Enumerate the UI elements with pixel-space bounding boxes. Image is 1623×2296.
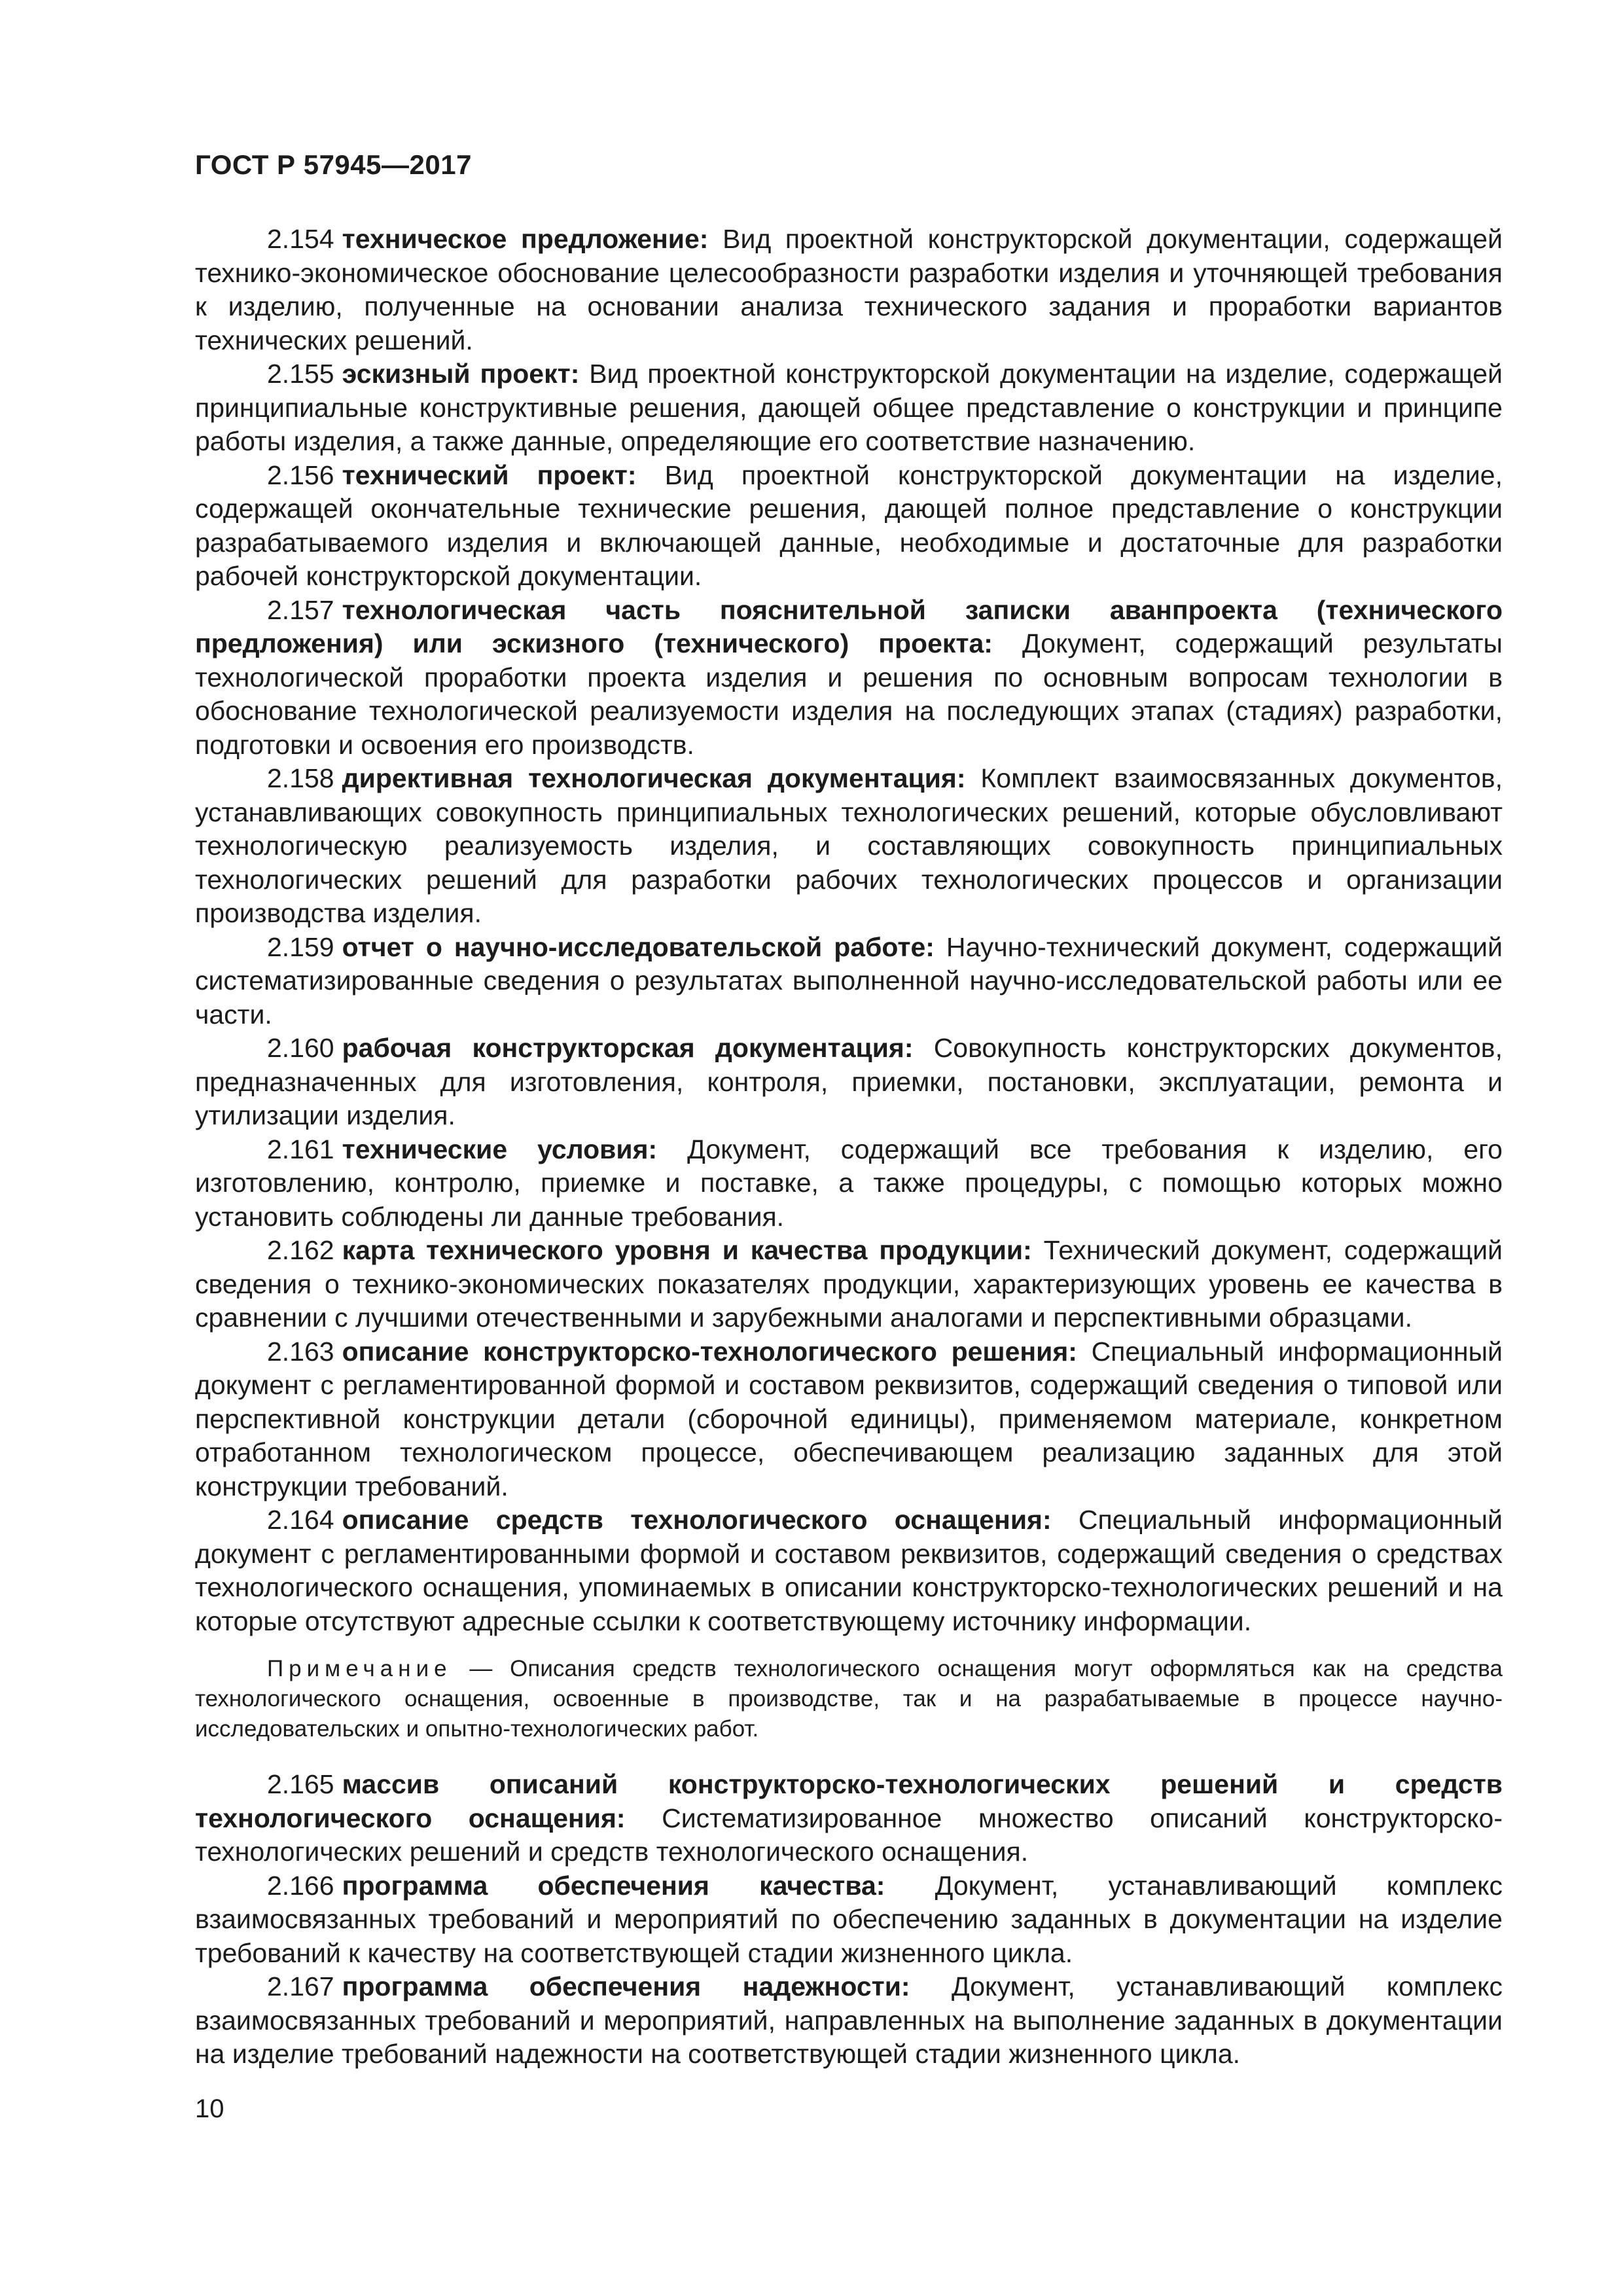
entry-number: 2.156: [267, 459, 334, 490]
definition-entry: [195, 1133, 1503, 1234]
entry-definition: Документ, содержащий результаты технологической проработки проекта изделия и решения по основным вопросам технологии в обоснование технологической реализуемости изделия на последующих этапах (стадиях) разработки, подготовки и освоения его производств.: [195, 628, 1503, 760]
entry-definition: Специальный информационный документ с регламентированными формой и составом реквизитов, содержащий сведения о средствах технологического оснащения, упоминаемых в описании конструкторско-технологических решений и на которые отсутствуют адресные ссылки к соответствующему источнику информации.: [195, 1505, 1503, 1636]
entry-number: 2.159: [267, 931, 334, 962]
entry-definition: Специальный информационный документ с регламентированной формой и составом реквизитов, содержащий сведения о типовой или перспективной конструкции детали (сборочной единицы), применяемом материале, конкретном отработанном технологическом процессе, обеспечивающем реализацию заданных для этой конструкции требований.: [195, 1336, 1503, 1501]
note-label: Примечание: [267, 1656, 452, 1681]
definition-entry: [195, 1335, 1503, 1504]
definitions-group-b: [195, 1768, 1503, 2072]
entry-term: директивная технологическая документация:: [342, 763, 966, 793]
entry-definition: Документ, устанавливающий комплекс взаимосвязанных требований и мероприятий по обеспечению заданных в документации на изделие требований к качеству на соответствующей стадии жизненного цикла.: [195, 1870, 1503, 1968]
entry-number: 2.167: [267, 1971, 334, 2001]
entry-term: карта технического уровня и качества продукции:: [342, 1235, 1032, 1265]
entry-term: описание конструкторско-технологического решения:: [342, 1336, 1077, 1367]
definition-entry: [195, 762, 1503, 931]
entry-term: описание средств технологического оснащения:: [342, 1505, 1052, 1535]
entry-number: 2.157: [267, 594, 334, 625]
entry-definition: Документ, устанавливающий комплекс взаимосвязанных требований и мероприятий, направленных на выполнение заданных в документации на изделие требований надежности на соответствующей стадии жизненного цикла.: [195, 1971, 1503, 2069]
definition-entry: [195, 1234, 1503, 1335]
definition-entry: [195, 1869, 1503, 1971]
entry-number: 2.165: [267, 1769, 334, 1799]
entry-term: рабочая конструкторская документация:: [342, 1033, 914, 1063]
entry-term: технологическая часть пояснительной записки аванпроекта (технического предложения) или эскизного (технического) проекта:: [195, 594, 1503, 658]
entry-definition: Документ, содержащий все требования к изделию, его изготовлению, контролю, приемке и поставке, а также процедуры, с помощью которых можно установить соблюдены ли данные требования.: [195, 1134, 1503, 1232]
definition-entry: [195, 459, 1503, 594]
entry-definition: Вид проектной конструкторской документации на изделие, содержащей принципиальные конструктивные решения, дающей общее представление о конструкции и принципе работы изделия, а также данные, определяющие его соответствие назначению.: [195, 359, 1503, 456]
entry-number: 2.160: [267, 1033, 334, 1063]
entry-definition: Комплект взаимосвязанных документов, устанавливающих совокупность принципиальных технологических решений, которые обусловливают технологическую реализуемость изделия, и составляющих совокупность принципиальных технологических решений для разработки рабочих технологических процессов и организации производства изделия.: [195, 763, 1503, 928]
definition-entry: [195, 594, 1503, 762]
definition-entry: [195, 357, 1503, 459]
entry-number: 2.162: [267, 1235, 334, 1265]
definitions-group-a: [195, 223, 1503, 1638]
definition-entry: [195, 1503, 1503, 1638]
entry-term: массив описаний конструкторско-технологических решений и средств технологического оснащения:: [195, 1769, 1503, 1833]
entry-number: 2.163: [267, 1336, 334, 1367]
document-header: ГОСТ Р 57945—2017: [195, 149, 472, 180]
entry-definition: Научно-технический документ, содержащий систематизированные сведения о результатах выполненной научно-исследовательской работы или ее части.: [195, 931, 1503, 1030]
definition-entry: [195, 1768, 1503, 1869]
entry-term: программа обеспечения надежности:: [342, 1971, 910, 2001]
entry-definition: Систематизированное множество описаний конструкторско-технологических решений и средств технологического оснащения.: [195, 1803, 1503, 1867]
entry-number: 2.158: [267, 763, 334, 793]
document-body: [195, 223, 1503, 2072]
page-number: 10: [195, 2094, 224, 2123]
entry-number: 2.166: [267, 1870, 334, 1901]
entry-definition: Совокупность конструкторских документов, предназначенных для изготовления, контроля, приемки, постановки, эксплуатации, ремонта и утилизации изделия.: [195, 1033, 1503, 1130]
entry-definition: Вид проектной конструкторской документации на изделие, содержащей окончательные технические решения, дающей полное представление о конструкции разрабатываемого изделия и включающей данные, необходимые и достаточные для разработки рабочей конструкторской документации.: [195, 459, 1503, 591]
entry-definition: Вид проектной конструкторской документации, содержащей технико-экономическое обоснование целесообразности разработки изделия и уточняющей требования к изделию, полученные на основании анализа технического задания и проработки вариантов технических решений.: [195, 224, 1503, 355]
entry-term: отчет о научно-исследовательской работе:: [342, 931, 935, 962]
entry-term: эскизный проект:: [342, 359, 580, 389]
entry-term: программа обеспечения качества:: [342, 1870, 885, 1901]
note-paragraph: [195, 1654, 1503, 1744]
entry-number: 2.164: [267, 1505, 334, 1535]
definition-entry: [195, 1031, 1503, 1133]
entry-term: технические условия:: [342, 1134, 658, 1164]
entry-definition: Технический документ, содержащий сведения о технико-экономических показателях продукции, характеризующих уровень ее качества в сравнении с лучшими отечественными и зарубежными аналогами и перспективными образцами.: [195, 1235, 1503, 1333]
definition-entry: [195, 1970, 1503, 2072]
entry-number: 2.161: [267, 1134, 334, 1164]
entry-term: технический проект:: [342, 459, 637, 490]
note-text: — Описания средств технологического оснащения могут оформляться как на средства технологического оснащения, освоенные в производстве, так и на разрабатываемые в процессе научно-исследовательских и опытно-технологических работ.: [195, 1656, 1503, 1742]
definition-entry: [195, 223, 1503, 357]
entry-number: 2.154: [267, 224, 334, 254]
definition-entry: [195, 931, 1503, 1032]
entry-number: 2.155: [267, 359, 334, 389]
entry-term: техническое предложение:: [342, 224, 709, 254]
